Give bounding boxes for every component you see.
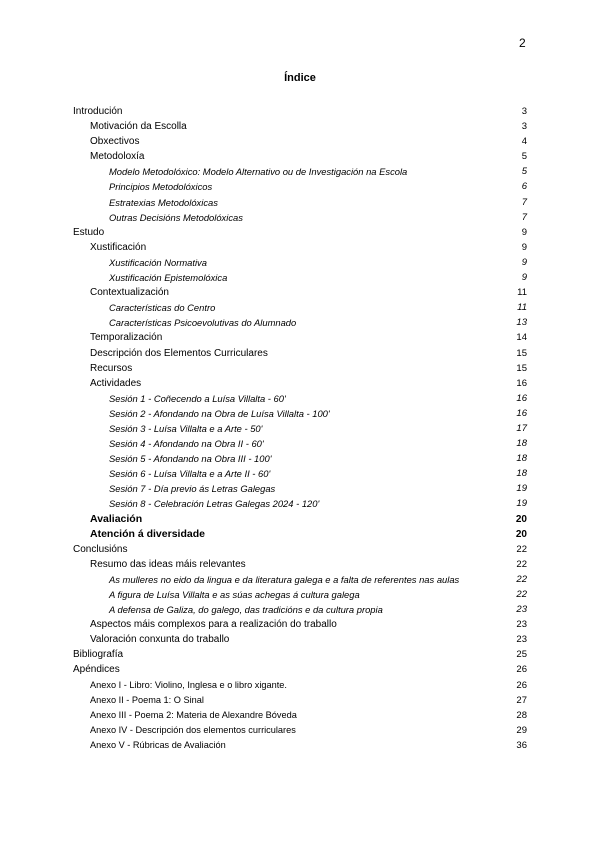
toc-entry-page: 5 xyxy=(521,151,527,163)
toc-entry[interactable] xyxy=(73,300,529,315)
toc-entry-page: 16 xyxy=(516,392,527,404)
toc-entry[interactable] xyxy=(73,662,529,677)
toc-entry-page: 29 xyxy=(516,724,527,736)
toc-entry[interactable] xyxy=(73,723,529,738)
toc-entry-page: 7 xyxy=(521,196,527,208)
toc-entry-label: Modelo Metodolóxico: Modelo Alternativo ou de Investigación na Escola xyxy=(109,166,408,178)
toc-entry[interactable] xyxy=(73,330,529,345)
toc-entry-label: Apéndices xyxy=(73,664,120,676)
toc-entry[interactable] xyxy=(73,270,529,285)
toc-entry-label: Recursos xyxy=(90,362,133,374)
toc-entry-page: 28 xyxy=(516,709,527,721)
toc-entry[interactable] xyxy=(73,255,529,270)
toc-entry[interactable] xyxy=(73,149,529,164)
toc-entry-page: 18 xyxy=(516,438,527,450)
toc-entry-label: Xustificación Normativa xyxy=(109,256,207,268)
toc-entry-page: 7 xyxy=(521,211,527,223)
toc-entry[interactable] xyxy=(73,481,529,496)
toc-entry-page: 11 xyxy=(517,302,527,314)
toc-entry[interactable] xyxy=(73,738,529,753)
toc-entry[interactable] xyxy=(73,391,529,406)
toc-entry-page: 19 xyxy=(516,498,527,510)
toc-entry[interactable] xyxy=(73,617,529,632)
toc-entry[interactable] xyxy=(73,451,529,466)
toc-entry-page: 22 xyxy=(516,543,527,555)
toc-entry[interactable] xyxy=(73,376,529,391)
toc-entry[interactable] xyxy=(73,572,529,587)
toc-entry-label: Valoración conxunta do traballo xyxy=(90,634,230,646)
toc-entry[interactable] xyxy=(73,134,529,149)
page-number: 2 xyxy=(519,36,526,50)
toc-entry-page: 23 xyxy=(516,634,527,646)
toc-entry-label: Avaliación xyxy=(90,512,143,525)
toc-entry-label: Metodoloxía xyxy=(90,151,145,163)
toc-entry[interactable] xyxy=(73,587,529,602)
toc-entry-page: 9 xyxy=(521,272,527,284)
toc-entry[interactable] xyxy=(73,285,529,300)
toc-entry[interactable] xyxy=(73,496,529,511)
toc-entry-page: 15 xyxy=(516,362,527,374)
toc-entry-label: Contextualización xyxy=(90,287,169,299)
toc-entry[interactable] xyxy=(73,436,529,451)
toc-entry[interactable] xyxy=(73,542,529,557)
toc-entry-page: 27 xyxy=(516,694,527,706)
toc-entry-page: 9 xyxy=(521,241,527,253)
toc-entry-page: 26 xyxy=(516,679,527,691)
toc-entry-page: 26 xyxy=(516,664,527,676)
toc-entry-page: 20 xyxy=(515,528,527,540)
toc-entry-label: Sesión 5 - Afondando na Obra III - 100' xyxy=(109,453,272,465)
toc-entry-page: 9 xyxy=(521,226,527,238)
toc-entry-label: As mulleres no eido da lingua e da literatura galega e a falta de referentes nas aulas xyxy=(109,573,460,585)
toc-entry[interactable] xyxy=(73,104,529,119)
toc-entry-label: Descripción dos Elementos Curriculares xyxy=(90,347,268,359)
page-title: Índice xyxy=(284,72,316,84)
toc-entry[interactable] xyxy=(73,693,529,708)
toc-entry[interactable] xyxy=(73,466,529,481)
toc-entry-label: Sesión 3 - Luísa Villalta e a Arte - 50' xyxy=(109,422,263,434)
toc-entry-page: 5 xyxy=(521,166,527,178)
toc-entry-label: A figura de Luísa Villalta e as súas achegas á cultura galega xyxy=(109,589,360,600)
toc-entry-label: Características do Centro xyxy=(109,302,216,314)
toc-entry-page: 3 xyxy=(521,121,527,133)
toc-entry-page: 20 xyxy=(515,513,527,525)
toc-entry[interactable] xyxy=(73,632,529,647)
toc-entry[interactable] xyxy=(73,421,529,436)
table-of-contents xyxy=(73,104,529,753)
toc-entry-page: 6 xyxy=(521,181,527,193)
toc-entry[interactable] xyxy=(73,179,529,194)
toc-entry[interactable] xyxy=(73,708,529,723)
toc-entry[interactable] xyxy=(73,315,529,330)
toc-entry-label: Estratexias Metodolóxicas xyxy=(109,196,218,208)
toc-entry-page: 16 xyxy=(516,377,527,389)
toc-entry-label: Atención á diversidade xyxy=(90,527,205,540)
toc-entry-page: 16 xyxy=(516,407,527,419)
toc-entry[interactable] xyxy=(73,647,529,662)
toc-entry[interactable] xyxy=(73,210,529,225)
toc-entry[interactable] xyxy=(73,164,529,179)
toc-entry-label: Principios Metodolóxicos xyxy=(109,181,213,193)
toc-entry-label: Sesión 1 - Coñecendo a Luísa Villalta - 60' xyxy=(109,392,286,404)
toc-entry[interactable] xyxy=(73,557,529,572)
toc-entry-label: Xustificación xyxy=(90,241,147,253)
toc-entry-page: 22 xyxy=(516,573,527,585)
toc-entry-label: Sesión 7 - Día previo ás Letras Galegas xyxy=(109,483,276,495)
toc-entry-label: Introdución xyxy=(73,106,123,117)
toc-entry-label: Bibliografía xyxy=(73,649,124,661)
toc-entry-label: Conclusións xyxy=(73,543,128,555)
toc-entry-page: 22 xyxy=(516,558,527,570)
toc-entry[interactable] xyxy=(73,195,529,210)
toc-entry-page: 22 xyxy=(516,589,527,600)
toc-entry[interactable] xyxy=(73,527,529,542)
toc-entry[interactable] xyxy=(73,602,529,617)
toc-entry-label: Sesión 6 - Luísa Villalta e a Arte II - 60' xyxy=(109,468,271,480)
toc-entry-label: Anexo II - Poema 1: O Sinal xyxy=(90,694,204,705)
toc-entry-page: 25 xyxy=(516,649,527,661)
toc-entry-label: Resumo das ideas máis relevantes xyxy=(90,558,246,570)
toc-entry[interactable] xyxy=(73,240,529,255)
toc-entry-label: Anexo III - Poema 2: Materia de Alexandre Bóveda xyxy=(90,709,297,720)
toc-entry-label: Motivación da Escolla xyxy=(90,121,187,133)
toc-entry-page: 11 xyxy=(517,287,527,299)
toc-entry-page: 17 xyxy=(516,422,527,434)
toc-entry-page: 23 xyxy=(516,619,527,631)
toc-entry-page: 18 xyxy=(516,453,527,465)
toc-entry-page: 36 xyxy=(516,739,527,751)
toc-entry-label: Anexo IV - Descripción dos elementos curriculares xyxy=(90,724,296,735)
toc-entry-label: Características Psicoevolutivas do Alumnado xyxy=(109,317,297,329)
toc-entry-page: 14 xyxy=(516,332,527,344)
toc-entry-label: Temporalización xyxy=(90,332,163,344)
toc-entry-page: 3 xyxy=(521,106,527,117)
toc-entry-label: Sesión 4 - Afondando na Obra II - 60' xyxy=(109,438,264,450)
toc-entry-label: A defensa de Galiza, do galego, das tradicións e da cultura propia xyxy=(109,604,383,616)
toc-entry[interactable] xyxy=(73,678,529,693)
toc-entry-page: 19 xyxy=(516,483,527,495)
toc-entry[interactable] xyxy=(73,119,529,134)
toc-entry-page: 18 xyxy=(516,468,527,480)
toc-entry-label: Aspectos máis complexos para a realización do traballo xyxy=(90,619,337,631)
toc-entry-page: 9 xyxy=(521,256,527,268)
toc-entry-label: Outras Decisións Metodolóxicas xyxy=(109,211,243,223)
toc-entry-label: Obxectivos xyxy=(90,136,140,148)
toc-entry-label: Xustificación Epistemolóxica xyxy=(109,272,228,284)
toc-entry-page: 4 xyxy=(521,136,527,148)
toc-entry-page: 13 xyxy=(516,317,527,329)
toc-entry-page: 23 xyxy=(516,604,527,616)
toc-entry[interactable] xyxy=(73,406,529,421)
toc-entry-label: Anexo I - Libro: Violino, Inglesa e o libro xigante. xyxy=(90,679,287,690)
toc-entry[interactable] xyxy=(73,346,529,361)
toc-entry-label: Actividades xyxy=(90,377,142,389)
toc-entry-page: 15 xyxy=(516,347,527,359)
toc-entry[interactable] xyxy=(73,225,529,240)
toc-entry-label: Anexo V - Rúbricas de Avaliación xyxy=(90,739,226,750)
toc-entry[interactable] xyxy=(73,361,529,376)
toc-entry-label: Estudo xyxy=(73,226,105,238)
toc-entry[interactable] xyxy=(73,512,529,527)
toc-entry-label: Sesión 2 - Afondando na Obra de Luísa Villalta - 100' xyxy=(109,407,330,419)
toc-entry-label: Sesión 8 - Celebración Letras Galegas 2024 - 120' xyxy=(109,498,320,510)
